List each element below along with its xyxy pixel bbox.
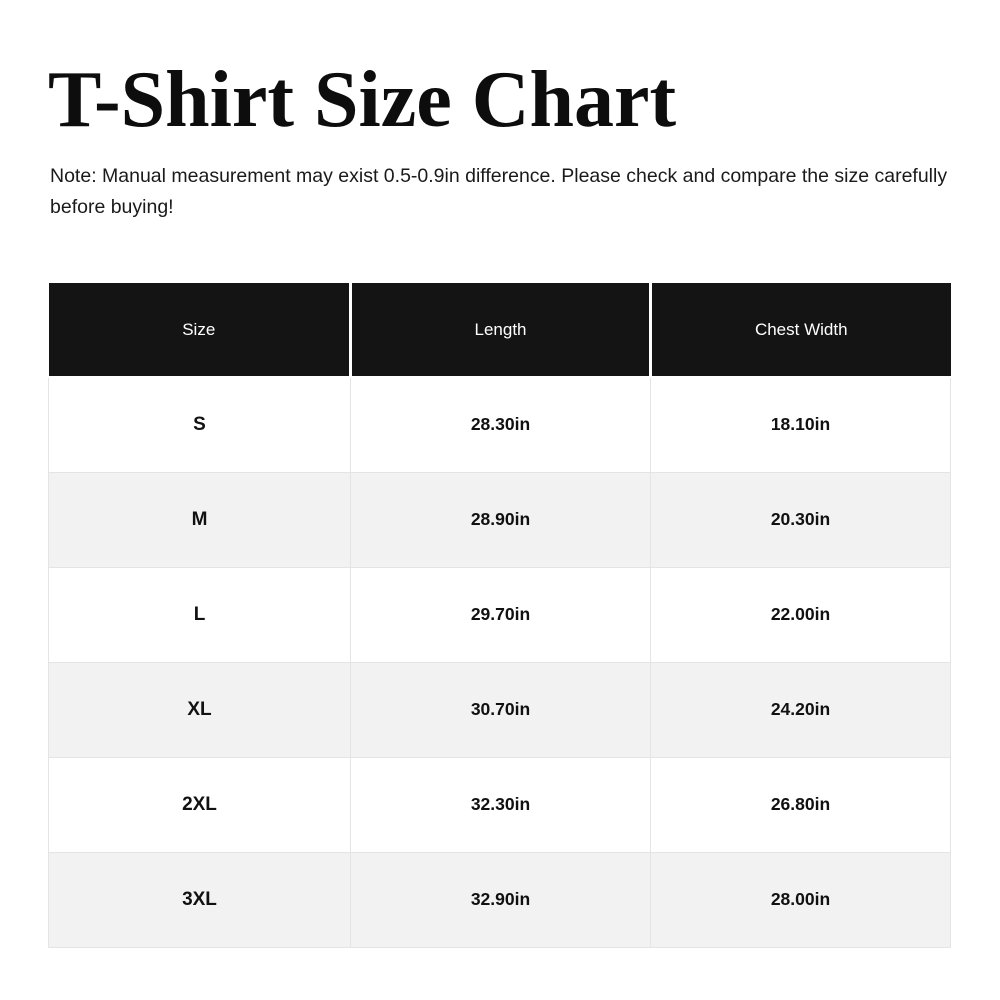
table-header xyxy=(49,283,951,377)
column-header-size: Size xyxy=(49,283,351,377)
header-row xyxy=(49,283,951,377)
length-cell: 32.30in xyxy=(351,757,651,852)
size-chart-table xyxy=(48,283,951,948)
chest-width-cell: 22.00in xyxy=(651,567,951,662)
length-cell: 30.70in xyxy=(351,662,651,757)
length-cell: 32.90in xyxy=(351,852,651,947)
length-cell: 28.90in xyxy=(351,472,651,567)
chest-width-cell: 20.30in xyxy=(651,472,951,567)
page-title: T-Shirt Size Chart xyxy=(48,56,677,144)
length-cell: 29.70in xyxy=(351,567,651,662)
length-cell: 28.30in xyxy=(351,377,651,472)
table-row-s xyxy=(49,377,951,472)
chest-width-cell: 28.00in xyxy=(651,852,951,947)
table-row-xl xyxy=(49,662,951,757)
table-row-l xyxy=(49,567,951,662)
note-text: Note: Manual measurement may exist 0.5-0.9in difference. Please check and compare the size carefully before buying! xyxy=(50,165,948,218)
size-cell: M xyxy=(49,472,351,567)
size-cell: XL xyxy=(49,662,351,757)
table-row-2xl xyxy=(49,757,951,852)
size-cell: L xyxy=(49,567,351,662)
size-cell: 2XL xyxy=(49,757,351,852)
chest-width-cell: 26.80in xyxy=(651,757,951,852)
table-body xyxy=(49,377,951,947)
chest-width-cell: 18.10in xyxy=(651,377,951,472)
column-header-chest-width: Chest Width xyxy=(651,283,951,377)
table-row-3xl xyxy=(49,852,951,947)
size-cell: 3XL xyxy=(49,852,351,947)
table-row-m xyxy=(49,472,951,567)
chest-width-cell: 24.20in xyxy=(651,662,951,757)
column-header-length: Length xyxy=(351,283,651,377)
size-cell: S xyxy=(49,377,351,472)
